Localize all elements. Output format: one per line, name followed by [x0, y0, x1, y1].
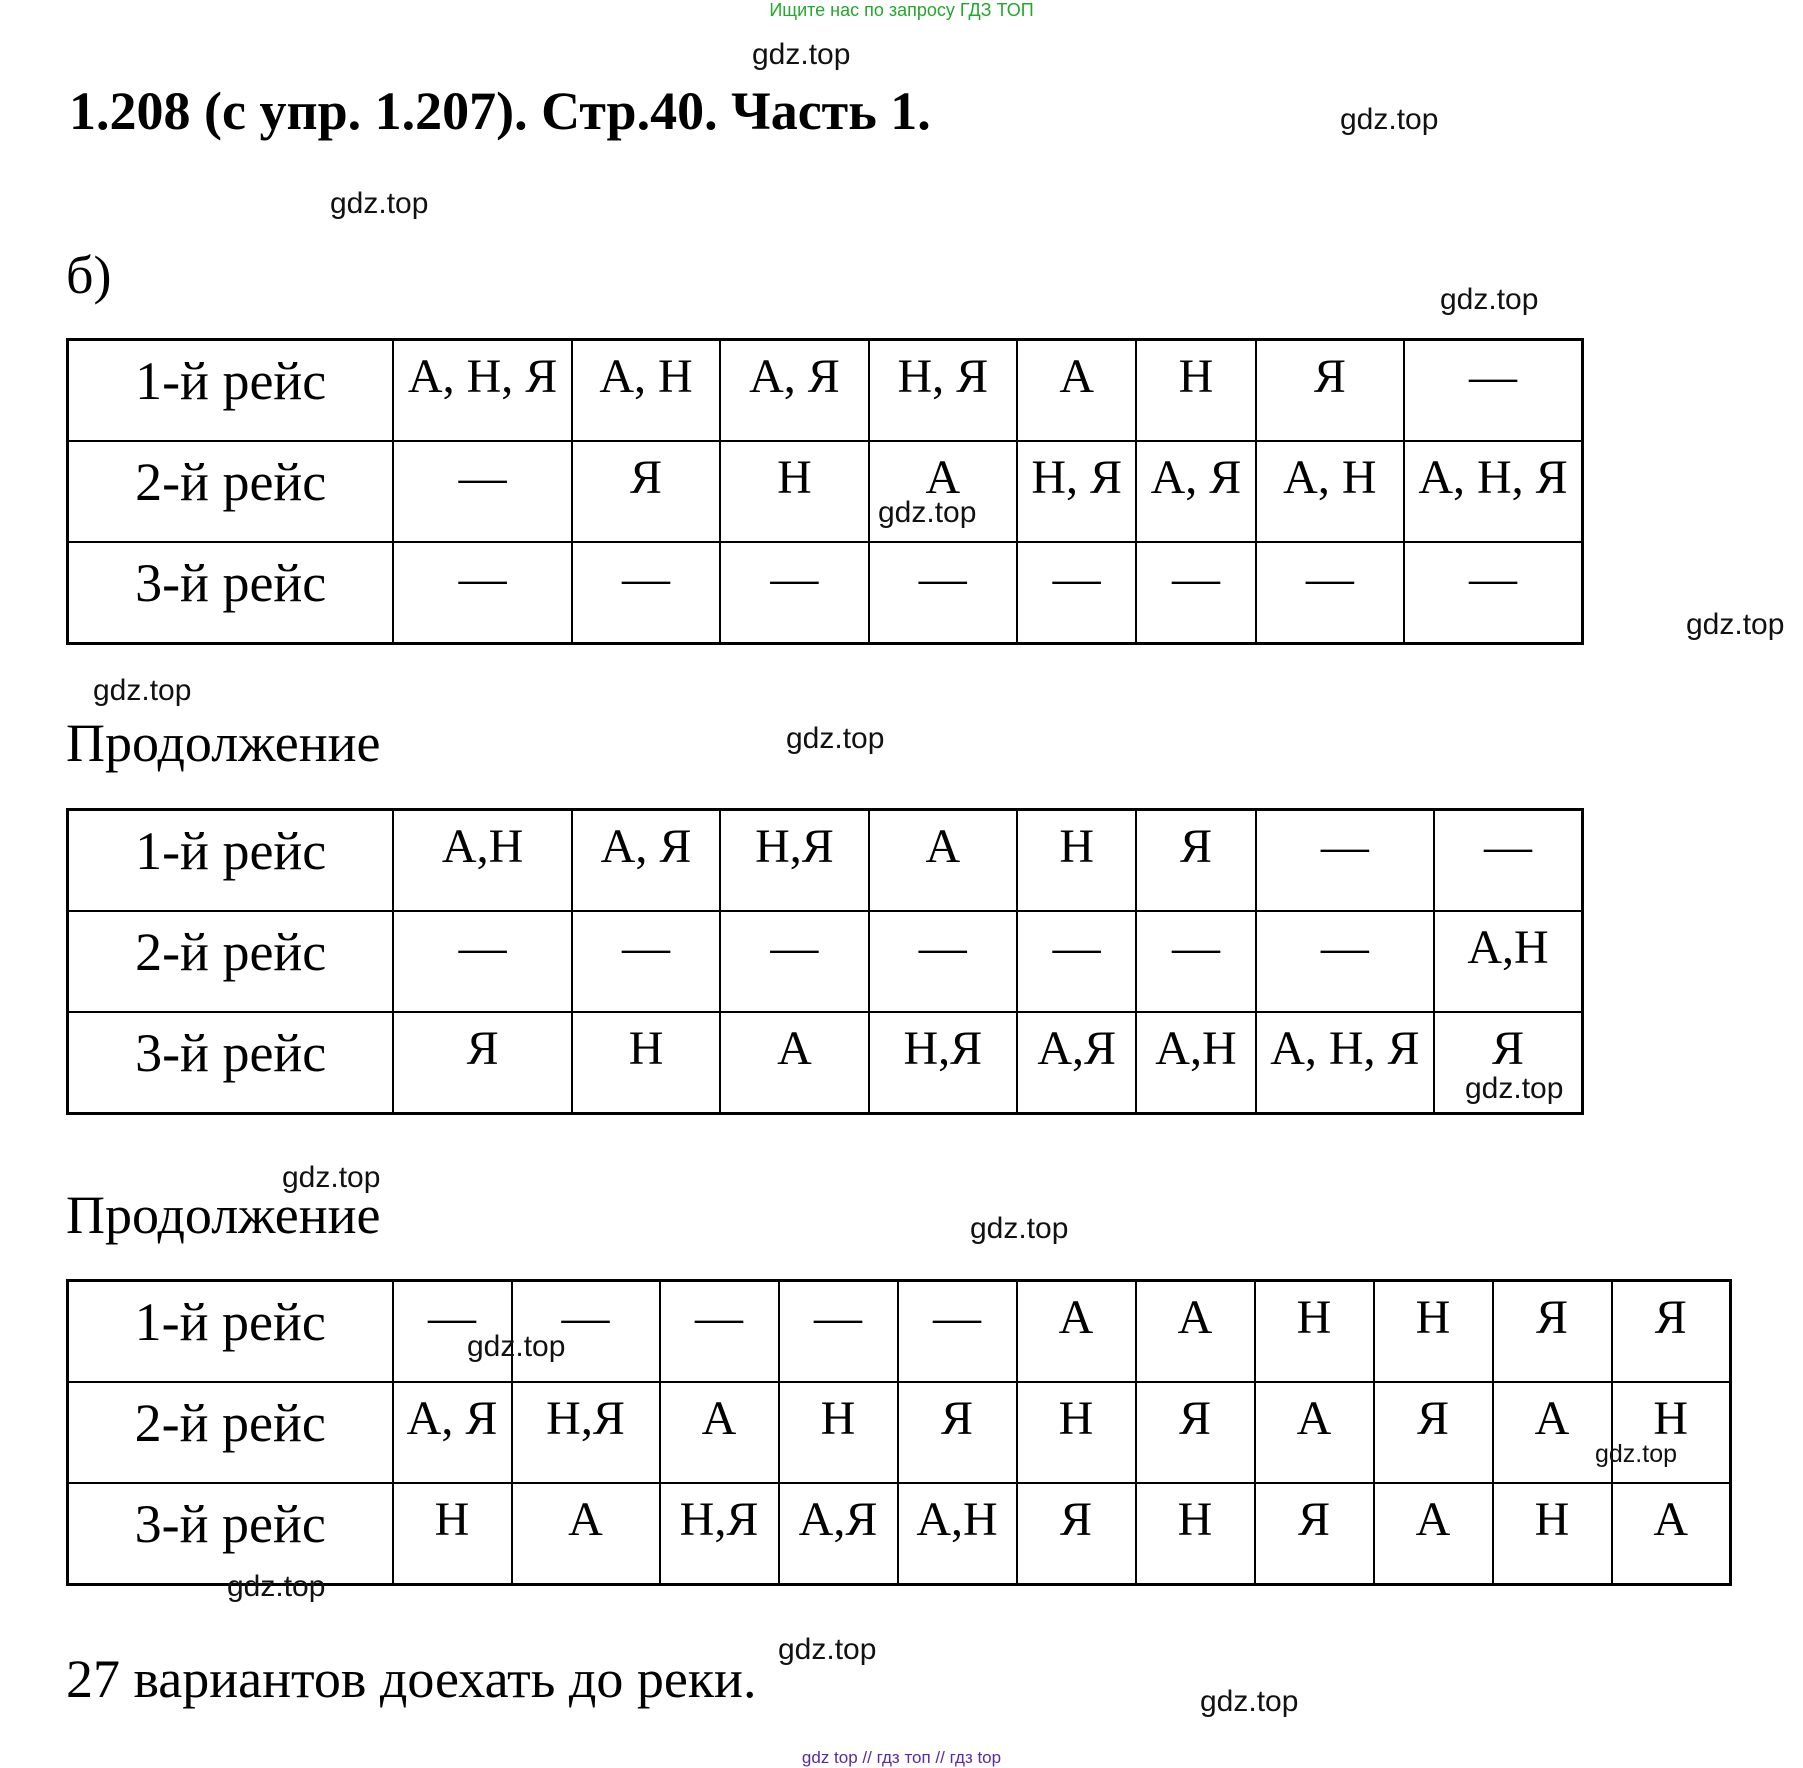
watermark: gdz.top: [878, 496, 977, 529]
table-cell: —: [898, 1281, 1017, 1383]
table-cell: Н,Я: [512, 1382, 660, 1483]
row-label: 2-й рейс: [68, 441, 394, 542]
table-cell: А: [1017, 340, 1136, 442]
row-label: 3-й рейс: [68, 542, 394, 644]
table-cell: Н: [1136, 1483, 1255, 1585]
table-cell: —: [393, 1281, 512, 1383]
table-cell: А,Н: [1434, 911, 1582, 1012]
table-cell: А: [869, 810, 1017, 912]
trips-table-1: [66, 338, 1584, 645]
table-cell: Н,Я: [660, 1483, 779, 1585]
table-cell: Н: [779, 1382, 898, 1483]
table-cell: Н: [1374, 1281, 1493, 1383]
table-cell: Я: [1017, 1483, 1136, 1585]
table-cell: —: [1404, 542, 1582, 644]
table-cell: Я: [1256, 340, 1404, 442]
table-row: [68, 542, 1583, 644]
table-cell: А,Я: [1017, 1012, 1136, 1114]
table-cell: —: [1017, 911, 1136, 1012]
table-cell: А, Н, Я: [393, 340, 571, 442]
table-cell: —: [512, 1281, 660, 1383]
row-label: 2-й рейс: [68, 1382, 393, 1483]
table-cell: Н: [572, 1012, 720, 1114]
table-row: [68, 1281, 1731, 1383]
watermark: gdz.top: [752, 38, 851, 71]
table-row: [68, 1382, 1731, 1483]
watermark: gdz.top: [778, 1633, 877, 1666]
watermark: gdz.top: [93, 674, 192, 707]
table-cell: Н: [393, 1483, 512, 1585]
table-cell: А,Н: [393, 810, 571, 912]
table-cell: А: [512, 1483, 660, 1585]
table-cell: —: [660, 1281, 779, 1383]
table-cell: Н,Я: [869, 1012, 1017, 1114]
table-cell: А: [720, 1012, 868, 1114]
row-label: 1-й рейс: [68, 1281, 393, 1383]
table-cell: А: [1493, 1382, 1612, 1483]
row-label: 3-й рейс: [68, 1012, 394, 1114]
table-cell: —: [393, 542, 571, 644]
table-cell: —: [720, 911, 868, 1012]
table-cell: А, Н: [572, 340, 720, 442]
table-cell: Я: [1612, 1281, 1731, 1383]
table-cell: —: [869, 911, 1017, 1012]
table-cell: Н: [1017, 1382, 1136, 1483]
continuation-label: Продолжение: [66, 713, 381, 773]
watermark: gdz.top: [1595, 1440, 1678, 1468]
table-cell: Я: [1493, 1281, 1612, 1383]
table-cell: А, Я: [720, 340, 868, 442]
watermark: gdz.top: [282, 1161, 381, 1194]
table-cell: Я: [1136, 810, 1255, 912]
table-cell: Я: [572, 441, 720, 542]
table-cell: Я: [393, 1012, 571, 1114]
table-cell: Я: [898, 1382, 1017, 1483]
continuation-label: Продолжение: [66, 1185, 381, 1245]
table-cell: А, Н, Я: [1404, 441, 1582, 542]
table-cell: Н, Я: [1017, 441, 1136, 542]
table-cell: А: [1612, 1483, 1731, 1585]
table-cell: А, Я: [572, 810, 720, 912]
table-cell: Я: [1434, 1012, 1582, 1114]
watermark: gdz.top: [970, 1212, 1069, 1245]
table-row: [68, 340, 1583, 442]
table-cell: —: [393, 441, 571, 542]
table-cell: А: [869, 441, 1017, 542]
row-label: 2-й рейс: [68, 911, 394, 1012]
table-cell: —: [1017, 542, 1136, 644]
watermark: gdz.top: [1200, 1685, 1299, 1718]
table-cell: Н,Я: [720, 810, 868, 912]
table-cell: —: [572, 542, 720, 644]
row-label: 1-й рейс: [68, 810, 394, 912]
row-label: 3-й рейс: [68, 1483, 393, 1585]
table-cell: А,Я: [779, 1483, 898, 1585]
table-cell: —: [1136, 911, 1255, 1012]
table-cell: А, Я: [393, 1382, 512, 1483]
watermark: gdz.top: [786, 722, 885, 755]
table-row: [68, 1012, 1583, 1114]
table-cell: —: [1136, 542, 1255, 644]
table-cell: —: [393, 911, 571, 1012]
table-cell: Н: [1255, 1281, 1374, 1383]
table-cell: А: [660, 1382, 779, 1483]
table-cell: Н: [1612, 1382, 1731, 1483]
table-cell: А, Н: [1256, 441, 1404, 542]
watermark: gdz.top: [1465, 1072, 1564, 1105]
table-cell: —: [1256, 542, 1404, 644]
table-cell: Н, Я: [869, 340, 1017, 442]
table-cell: А: [1374, 1483, 1493, 1585]
table-cell: —: [779, 1281, 898, 1383]
trips-table-3: [66, 1279, 1732, 1586]
footer-links[interactable]: gdz top // гдз топ // гдз top: [801, 1748, 1002, 1767]
table-cell: —: [572, 911, 720, 1012]
table-cell: А: [1255, 1382, 1374, 1483]
table-cell: Н: [1017, 810, 1136, 912]
table-row: [68, 810, 1583, 912]
page-title: 1.208 (с упр. 1.207). Стр.40. Часть 1.: [69, 81, 931, 141]
watermark: gdz.top: [1440, 283, 1539, 316]
table-cell: А: [1136, 1281, 1255, 1383]
part-label: б): [66, 245, 112, 305]
table-row: [68, 911, 1583, 1012]
table-cell: —: [1434, 810, 1582, 912]
table-cell: А,Н: [898, 1483, 1017, 1585]
watermark: gdz.top: [227, 1570, 326, 1603]
table-cell: —: [720, 542, 868, 644]
table-row: [68, 441, 1583, 542]
answer-text: 27 вариантов доехать до реки.: [66, 1649, 757, 1709]
table-cell: Я: [1374, 1382, 1493, 1483]
header-banner: Ищите нас по запросу ГДЗ ТОП: [769, 0, 1034, 20]
watermark: gdz.top: [467, 1330, 566, 1363]
watermark: gdz.top: [1340, 103, 1439, 136]
table-cell: Н: [1136, 340, 1255, 442]
table-cell: Н: [720, 441, 868, 542]
trips-table-2: [66, 808, 1584, 1115]
table-cell: Н: [1493, 1483, 1612, 1585]
table-cell: А,Н: [1136, 1012, 1255, 1114]
table-cell: —: [869, 542, 1017, 644]
table-cell: А: [1017, 1281, 1136, 1383]
table-cell: —: [1256, 911, 1434, 1012]
watermark: gdz.top: [1686, 608, 1785, 641]
watermark: gdz.top: [330, 187, 429, 220]
table-cell: Я: [1136, 1382, 1255, 1483]
table-cell: А, Я: [1136, 441, 1255, 542]
table-cell: —: [1256, 810, 1434, 912]
table-cell: Я: [1255, 1483, 1374, 1585]
table-cell: —: [1404, 340, 1582, 442]
table-cell: А, Н, Я: [1256, 1012, 1434, 1114]
row-label: 1-й рейс: [68, 340, 394, 442]
